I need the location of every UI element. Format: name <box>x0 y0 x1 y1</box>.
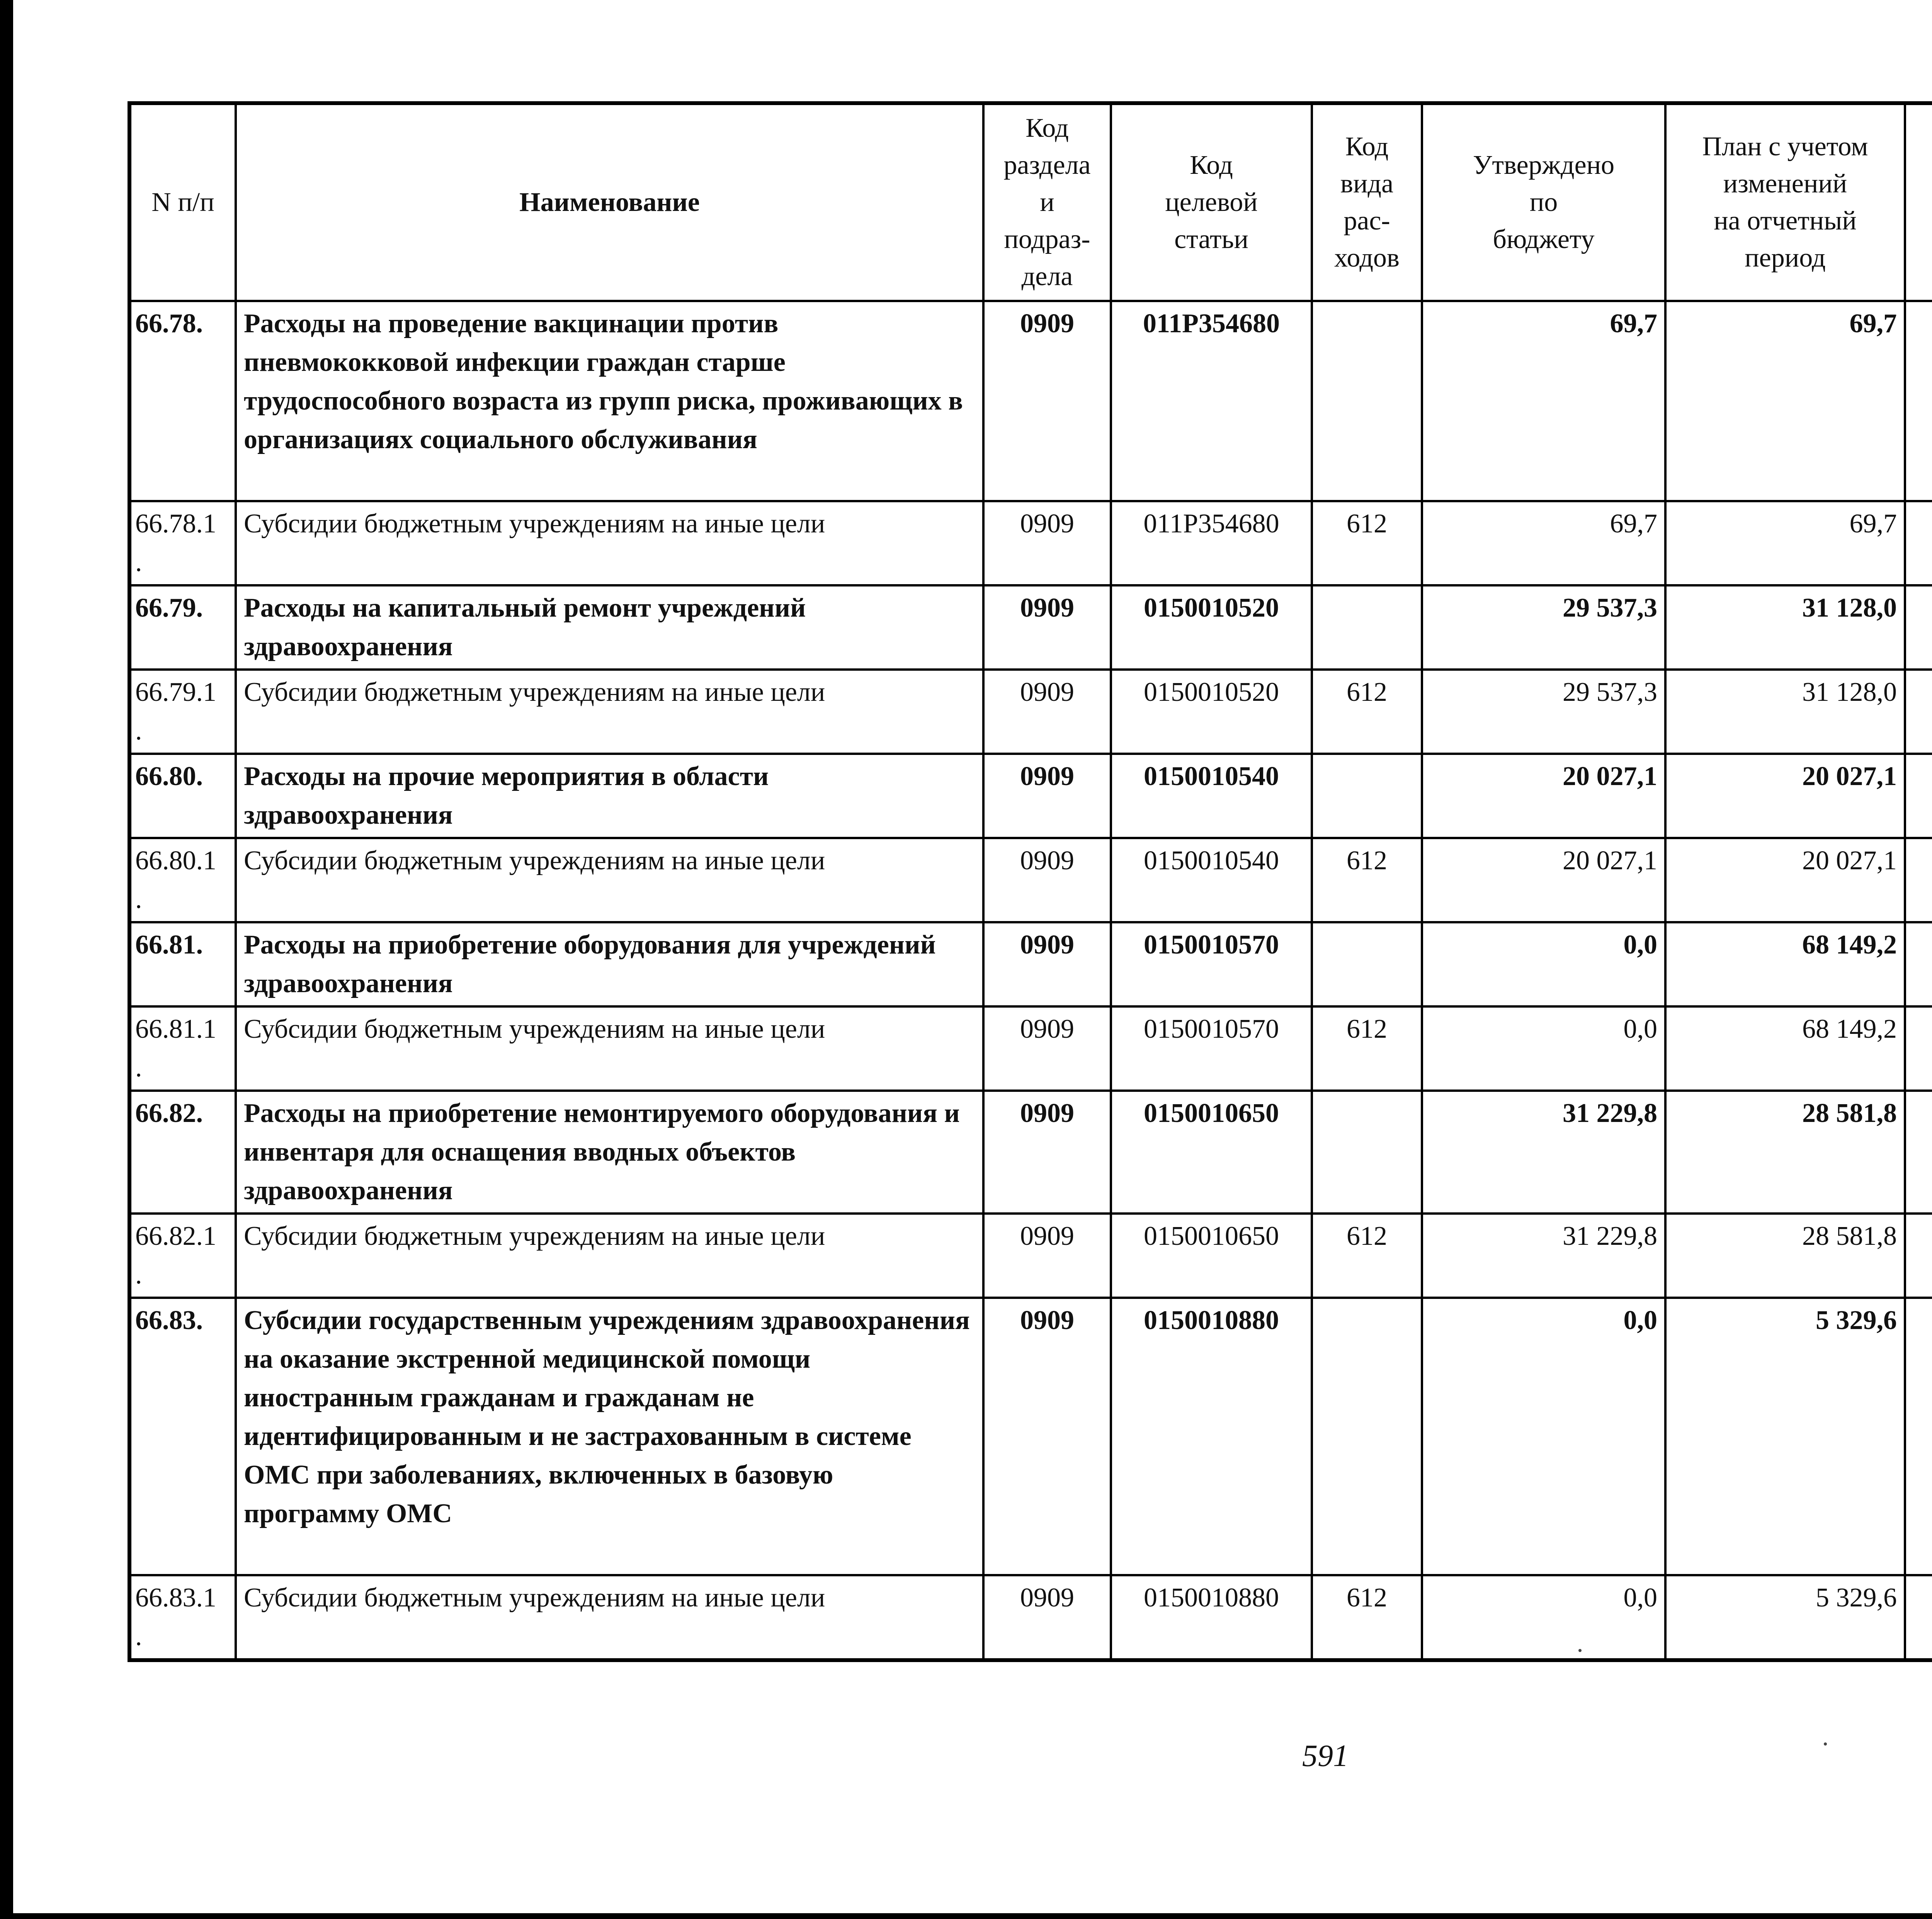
table-row <box>129 585 1932 670</box>
cell-approved: 69,7 <box>1422 301 1665 501</box>
cell-plan: 28 581,8 <box>1665 1091 1905 1214</box>
scan-edge-left <box>0 0 13 1919</box>
cell-exptype: 612 <box>1312 670 1422 754</box>
cell-approved: 0,0 <box>1422 1006 1665 1091</box>
cell-name: Субсидии бюджетным учреждениям на иные цели <box>236 1214 983 1298</box>
cell-approved: 29 537,3 <box>1422 585 1665 670</box>
table-header <box>129 103 1932 301</box>
cell-target: 0150010540 <box>1111 754 1312 838</box>
header-executed <box>1905 103 1932 301</box>
cell-target: 011P354680 <box>1111 301 1312 501</box>
cell-name: Субсидии бюджетным учреждениям на иные цели <box>236 501 983 585</box>
cell-executed <box>1905 1091 1932 1214</box>
cell-num: 66.80. <box>129 754 236 838</box>
table-row <box>129 1298 1932 1575</box>
cell-plan: 20 027,1 <box>1665 838 1905 922</box>
cell-num: 66.81.1 . <box>129 1006 236 1091</box>
cell-exptype: 612 <box>1312 1214 1422 1298</box>
cell-plan: 28 581,8 <box>1665 1214 1905 1298</box>
cell-target: 0150010650 <box>1111 1214 1312 1298</box>
cell-num: 66.82.1 . <box>129 1214 236 1298</box>
header-name: Наименование <box>236 103 983 301</box>
cell-plan: 5 329,6 <box>1665 1575 1905 1660</box>
header-plan: План с учетом изменений на отчетный период <box>1665 103 1905 301</box>
cell-target: 0150010540 <box>1111 838 1312 922</box>
cell-approved: 69,7 <box>1422 501 1665 585</box>
cell-num: 66.79. <box>129 585 236 670</box>
cell-executed <box>1905 838 1932 922</box>
cell-section: 0909 <box>983 1006 1111 1091</box>
cell-section: 0909 <box>983 1091 1111 1214</box>
cell-num: 66.79.1 . <box>129 670 236 754</box>
cell-section: 0909 <box>983 754 1111 838</box>
cell-section: 0909 <box>983 1214 1111 1298</box>
cell-target: 0150010650 <box>1111 1091 1312 1214</box>
cell-exptype: 612 <box>1312 1006 1422 1091</box>
header-target-code: Код целевой статьи <box>1111 103 1312 301</box>
cell-plan: 68 149,2 <box>1665 922 1905 1006</box>
table-row <box>129 1575 1932 1660</box>
table-row <box>129 1091 1932 1214</box>
table-row <box>129 922 1932 1006</box>
table-row <box>129 301 1932 501</box>
cell-approved: 20 027,1 <box>1422 754 1665 838</box>
cell-num: 66.83. <box>129 1298 236 1575</box>
cell-approved: 0,0 <box>1422 922 1665 1006</box>
header-num: N п/п <box>129 103 236 301</box>
cell-exptype: 612 <box>1312 1575 1422 1660</box>
cell-plan: 68 149,2 <box>1665 1006 1905 1091</box>
cell-name: Расходы на проведение вакцинации против пневмококковой инфекции граждан старше трудоспособного возраста из групп риска, проживающих в организациях социального обслуживания <box>236 301 983 501</box>
cell-approved: 31 229,8 <box>1422 1214 1665 1298</box>
header-approved: Утверждено по бюджету <box>1422 103 1665 301</box>
cell-exptype <box>1312 301 1422 501</box>
cell-target: 0150010570 <box>1111 1006 1312 1091</box>
cell-num: 66.78. <box>129 301 236 501</box>
cell-target: 011P354680 <box>1111 501 1312 585</box>
cell-section: 0909 <box>983 501 1111 585</box>
cell-executed <box>1905 1298 1932 1575</box>
page-number: 591 <box>1302 1739 1349 1773</box>
cell-name: Расходы на приобретение оборудования для учреждений здравоохранения <box>236 922 983 1006</box>
cell-exptype <box>1312 1298 1422 1575</box>
cell-exptype <box>1312 922 1422 1006</box>
cell-executed <box>1905 670 1932 754</box>
cell-section: 0909 <box>983 670 1111 754</box>
cell-target: 0150010520 <box>1111 670 1312 754</box>
cell-exptype <box>1312 754 1422 838</box>
cell-num: 66.81. <box>129 922 236 1006</box>
table-row <box>129 501 1932 585</box>
cell-section: 0909 <box>983 1575 1111 1660</box>
cell-name: Расходы на прочие мероприятия в области здравоохранения <box>236 754 983 838</box>
cell-plan: 69,7 <box>1665 501 1905 585</box>
cell-executed <box>1905 1006 1932 1091</box>
cell-target: 0150010520 <box>1111 585 1312 670</box>
cell-section: 0909 <box>983 301 1111 501</box>
cell-num: 66.78.1 . <box>129 501 236 585</box>
scan-edge-bottom <box>0 1913 1932 1919</box>
cell-section: 0909 <box>983 1298 1111 1575</box>
header-section-code: Код раздела и подраз- дела <box>983 103 1111 301</box>
cell-num: 66.80.1 . <box>129 838 236 922</box>
cell-executed <box>1905 585 1932 670</box>
cell-name: Расходы на капитальный ремонт учреждений здравоохранения <box>236 585 983 670</box>
cell-plan: 31 128,0 <box>1665 670 1905 754</box>
cell-name: Субсидии бюджетным учреждениям на иные цели <box>236 670 983 754</box>
table-row <box>129 1006 1932 1091</box>
cell-num: 66.83.1 . <box>129 1575 236 1660</box>
cell-name: Субсидии бюджетным учреждениям на иные цели <box>236 1575 983 1660</box>
cell-approved: 31 229,8 <box>1422 1091 1665 1214</box>
cell-exptype <box>1312 585 1422 670</box>
cell-executed <box>1905 301 1932 501</box>
cell-exptype: 612 <box>1312 838 1422 922</box>
budget-execution-table <box>128 101 1932 1662</box>
cell-executed <box>1905 1214 1932 1298</box>
table-row <box>129 1214 1932 1298</box>
cell-executed <box>1905 501 1932 585</box>
cell-executed <box>1905 754 1932 838</box>
cell-exptype: 612 <box>1312 501 1422 585</box>
cell-approved: 29 537,3 <box>1422 670 1665 754</box>
cell-target: 0150010880 <box>1111 1298 1312 1575</box>
cell-executed <box>1905 1575 1932 1660</box>
cell-num: 66.82. <box>129 1091 236 1214</box>
cell-section: 0909 <box>983 838 1111 922</box>
table-row <box>129 754 1932 838</box>
cell-section: 0909 <box>983 922 1111 1006</box>
cell-name: Субсидии бюджетным учреждениям на иные цели <box>236 838 983 922</box>
cell-plan: 69,7 <box>1665 301 1905 501</box>
cell-target: 0150010570 <box>1111 922 1312 1006</box>
cell-approved: 0,0 <box>1422 1298 1665 1575</box>
scan-speck <box>1824 1742 1827 1746</box>
header-expense-type-code: Код вида рас- ходов <box>1312 103 1422 301</box>
cell-approved: 20 027,1 <box>1422 838 1665 922</box>
cell-plan: 5 329,6 <box>1665 1298 1905 1575</box>
cell-name: Расходы на приобретение немонтируемого оборудования и инвентаря для оснащения вводных объектов здравоохранения <box>236 1091 983 1214</box>
cell-approved: 0,0 <box>1422 1575 1665 1660</box>
table-row <box>129 670 1932 754</box>
cell-executed <box>1905 922 1932 1006</box>
cell-name: Субсидии бюджетным учреждениям на иные цели <box>236 1006 983 1091</box>
cell-name: Субсидии государственным учреждениям здравоохранения на оказание экстренной медицинской помощи иностранным гражданам и гражданам не идентифицированным и не застрахованным в системе ОМС при заболеваниях, включенных в базовую программу ОМС <box>236 1298 983 1575</box>
table-row <box>129 838 1932 922</box>
cell-exptype <box>1312 1091 1422 1214</box>
cell-plan: 31 128,0 <box>1665 585 1905 670</box>
table-body <box>129 301 1932 1660</box>
cell-plan: 20 027,1 <box>1665 754 1905 838</box>
cell-target: 0150010880 <box>1111 1575 1312 1660</box>
cell-section: 0909 <box>983 585 1111 670</box>
